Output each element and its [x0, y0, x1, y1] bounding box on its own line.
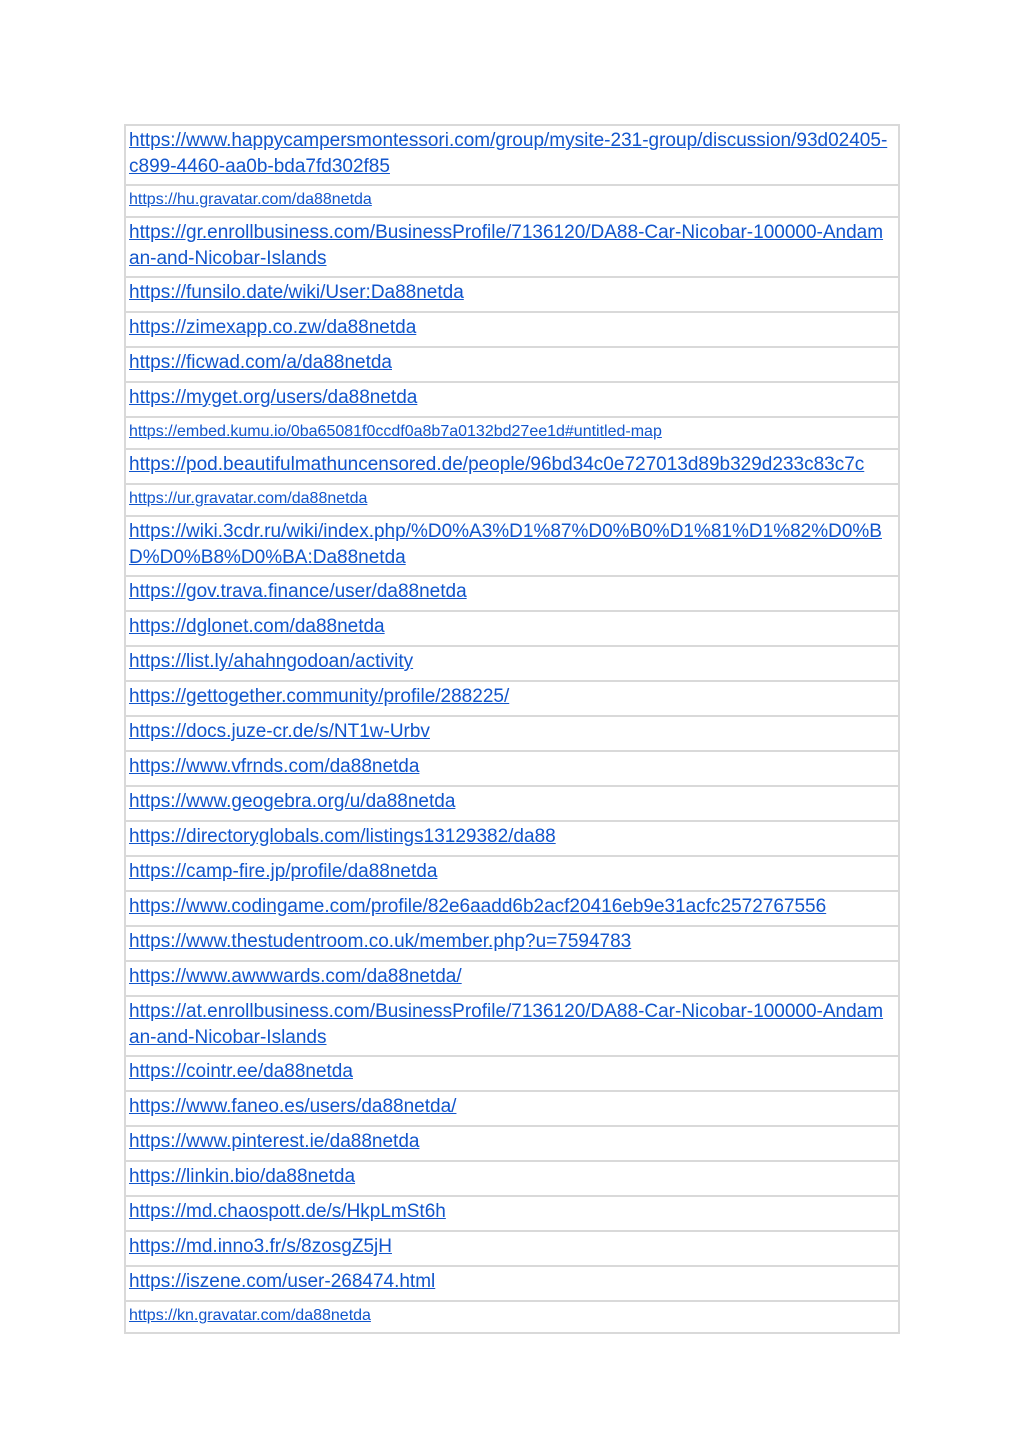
table-cell	[125, 1196, 899, 1231]
link[interactable]: https://www.happycampersmontessori.com/group/mysite-231-group/discussion/93d02405-c899-4460-aa0b-bda7fd302f85	[129, 130, 888, 177]
link[interactable]: https://zimexapp.co.zw/da88netda	[129, 317, 417, 338]
link[interactable]: https://ur.gravatar.com/da88netda	[129, 490, 368, 507]
table-cell	[125, 1056, 899, 1091]
table-cell	[125, 1126, 899, 1161]
table-row	[125, 1056, 899, 1091]
table-row	[125, 217, 899, 277]
table-row	[125, 926, 899, 961]
table-row	[125, 277, 899, 312]
link[interactable]: https://www.faneo.es/users/da88netda/	[129, 1096, 457, 1117]
table-cell	[125, 125, 899, 185]
table-row	[125, 449, 899, 484]
table-row	[125, 611, 899, 646]
link[interactable]: https://md.chaospott.de/s/HkpLmSt6h	[129, 1201, 446, 1222]
table-row	[125, 856, 899, 891]
table-cell	[125, 821, 899, 856]
table-row	[125, 347, 899, 382]
table-cell	[125, 856, 899, 891]
table-row	[125, 681, 899, 716]
link[interactable]: https://iszene.com/user-268474.html	[129, 1271, 436, 1292]
table-row	[125, 961, 899, 996]
table-row	[125, 891, 899, 926]
link[interactable]: https://linkin.bio/da88netda	[129, 1166, 356, 1187]
link[interactable]: https://ficwad.com/a/da88netda	[129, 352, 392, 373]
table-row	[125, 1301, 899, 1333]
table-row	[125, 751, 899, 786]
table-cell	[125, 576, 899, 611]
table-row	[125, 786, 899, 821]
table-cell	[125, 185, 899, 217]
link[interactable]: https://md.inno3.fr/s/8zosgZ5jH	[129, 1236, 392, 1257]
table-row	[125, 185, 899, 217]
table-row	[125, 125, 899, 185]
link[interactable]: https://camp-fire.jp/profile/da88netda	[129, 861, 438, 882]
table-cell	[125, 484, 899, 516]
link[interactable]: https://pod.beautifulmathuncensored.de/people/96bd34c0e727013d89b329d233c83c7c	[129, 454, 865, 475]
link[interactable]: https://hu.gravatar.com/da88netda	[129, 191, 372, 208]
table-row	[125, 716, 899, 751]
table-cell	[125, 961, 899, 996]
table-cell	[125, 1301, 899, 1333]
link[interactable]: https://www.thestudentroom.co.uk/member.php?u=7594783	[129, 931, 632, 952]
table-row	[125, 1231, 899, 1266]
table-cell	[125, 716, 899, 751]
link[interactable]: https://docs.juze-cr.de/s/NT1w-Urbv	[129, 721, 430, 742]
link[interactable]: https://kn.gravatar.com/da88netda	[129, 1307, 371, 1324]
table-cell	[125, 926, 899, 961]
link[interactable]: https://cointr.ee/da88netda	[129, 1061, 353, 1082]
link[interactable]: https://list.ly/ahahngodoan/activity	[129, 651, 414, 672]
table-cell	[125, 611, 899, 646]
link[interactable]: https://funsilo.date/wiki/User:Da88netda	[129, 282, 464, 303]
table-cell	[125, 382, 899, 417]
link[interactable]: https://gr.enrollbusiness.com/BusinessProfile/7136120/DA88-Car-Nicobar-100000-Andaman-and-Nicobar-Islands	[129, 222, 884, 269]
table-row	[125, 312, 899, 347]
table-cell	[125, 312, 899, 347]
table-cell	[125, 449, 899, 484]
table-cell	[125, 516, 899, 576]
table-cell	[125, 786, 899, 821]
table-cell	[125, 217, 899, 277]
table-cell	[125, 751, 899, 786]
table-cell	[125, 646, 899, 681]
link[interactable]: https://www.geogebra.org/u/da88netda	[129, 791, 456, 812]
table-row	[125, 996, 899, 1056]
link[interactable]: https://www.pinterest.ie/da88netda	[129, 1131, 420, 1152]
table-row	[125, 1091, 899, 1126]
link[interactable]: https://www.awwwards.com/da88netda/	[129, 966, 462, 987]
link[interactable]: https://wiki.3cdr.ru/wiki/index.php/%D0%A3%D1%87%D0%B0%D1%81%D1%82%D0%BD%D0%B8%D0%BA:Da88netda	[129, 521, 882, 568]
link[interactable]: https://dglonet.com/da88netda	[129, 616, 385, 637]
table-row	[125, 1196, 899, 1231]
link[interactable]: https://directoryglobals.com/listings13129382/da88	[129, 826, 556, 847]
table-row	[125, 646, 899, 681]
table-row	[125, 417, 899, 449]
table-row	[125, 576, 899, 611]
table-row	[125, 821, 899, 856]
table-cell	[125, 1266, 899, 1301]
table-cell	[125, 996, 899, 1056]
table-row	[125, 1266, 899, 1301]
table-row	[125, 516, 899, 576]
table-cell	[125, 277, 899, 312]
table-row	[125, 382, 899, 417]
links-table	[124, 124, 900, 1334]
link[interactable]: https://gettogether.community/profile/288225/	[129, 686, 510, 707]
table-cell	[125, 891, 899, 926]
link[interactable]: https://at.enrollbusiness.com/BusinessProfile/7136120/DA88-Car-Nicobar-100000-Andaman-and-Nicobar-Islands	[129, 1001, 884, 1048]
table-cell	[125, 417, 899, 449]
table-row	[125, 484, 899, 516]
link[interactable]: https://gov.trava.finance/user/da88netda	[129, 581, 467, 602]
link[interactable]: https://myget.org/users/da88netda	[129, 387, 418, 408]
link[interactable]: https://www.codingame.com/profile/82e6aadd6b2acf20416eb9e31acfc2572767556	[129, 896, 827, 917]
table-row	[125, 1126, 899, 1161]
table-cell	[125, 347, 899, 382]
link[interactable]: https://www.vfrnds.com/da88netda	[129, 756, 420, 777]
table-cell	[125, 1231, 899, 1266]
table-cell	[125, 1161, 899, 1196]
table-row	[125, 1161, 899, 1196]
table-cell	[125, 1091, 899, 1126]
link[interactable]: https://embed.kumu.io/0ba65081f0ccdf0a8b7a0132bd27ee1d#untitled-map	[129, 423, 662, 440]
table-cell	[125, 681, 899, 716]
